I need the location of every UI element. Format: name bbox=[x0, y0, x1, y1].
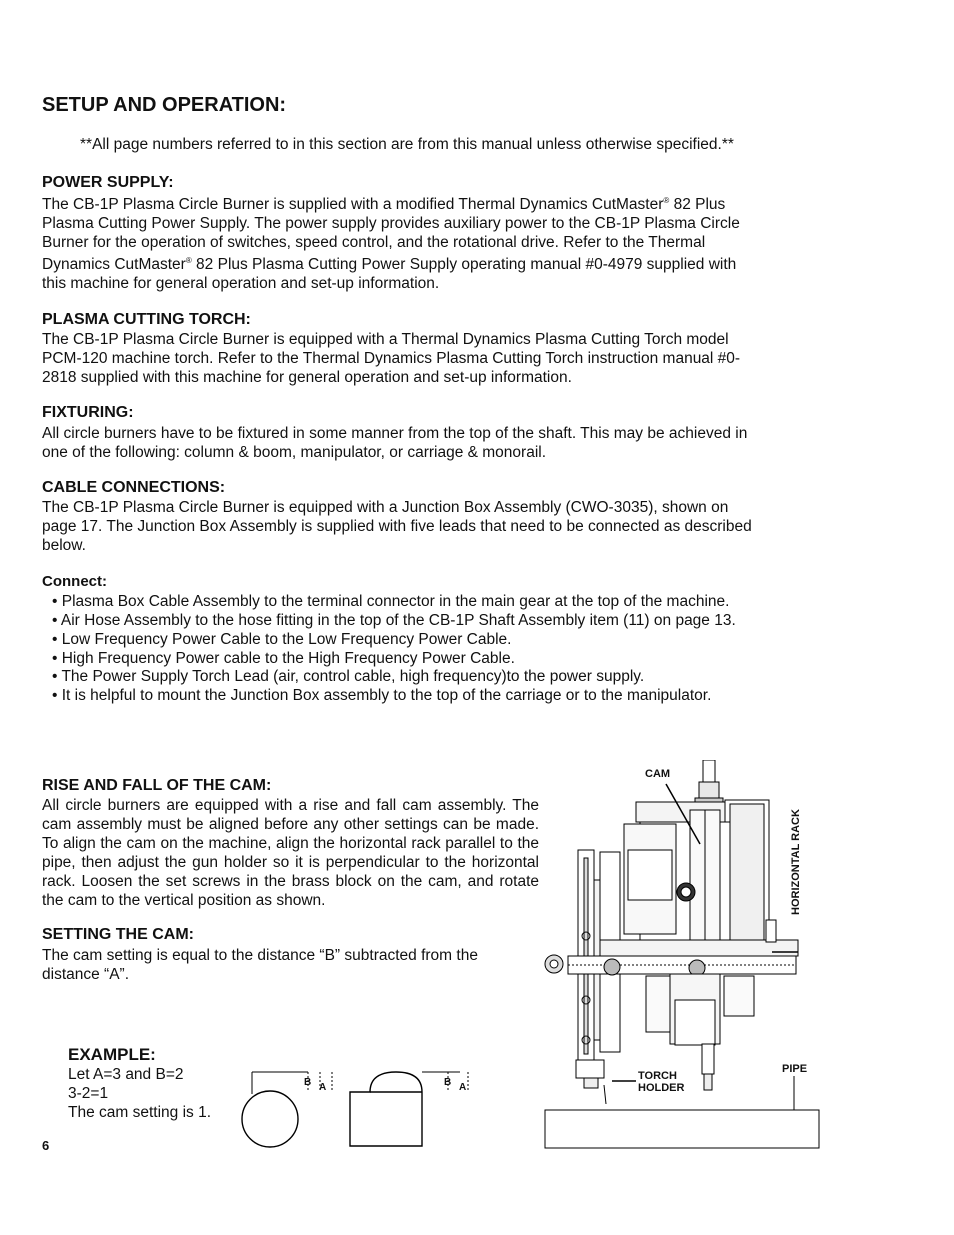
torch-heading: PLASMA CUTTING TORCH: bbox=[42, 311, 251, 328]
setting-paragraph bbox=[42, 946, 542, 984]
power-supply-line: Dynamics CutMaster bbox=[42, 256, 186, 273]
power-supply-heading: POWER SUPPLY: bbox=[42, 174, 174, 191]
power-supply-paragraph bbox=[42, 195, 842, 293]
power-supply-line: Burner for the operation of switches, speed control, and the rotational drive. Refer to the Thermal bbox=[42, 234, 706, 251]
torch-paragraph bbox=[42, 330, 842, 387]
label-b: B bbox=[444, 1077, 452, 1088]
power-supply-line: 82 Plus Plasma Cutting Power Supply operating manual #0-4979 supplied with bbox=[191, 256, 737, 273]
cables-paragraph bbox=[42, 498, 862, 555]
setting-line: The cam setting is equal to the distance “B” subtracted from the bbox=[42, 947, 478, 964]
torch-line: The CB-1P Plasma Circle Burner is equipped with a Thermal Dynamics Plasma Cutting Torch model bbox=[42, 331, 729, 348]
connect-heading: Connect: bbox=[42, 573, 107, 590]
cam-heading: RISE AND FALL OF THE CAM: bbox=[42, 777, 272, 794]
connect-item: • The Power Supply Torch Lead (air, control cable, high frequency)to the power supply. bbox=[52, 668, 645, 685]
cables-heading: CABLE CONNECTIONS: bbox=[42, 479, 226, 496]
torch-line: 2818 supplied with this machine for general operation and set-up information. bbox=[42, 369, 572, 386]
power-supply-line: The CB-1P Plasma Circle Burner is supplied with a modified Thermal Dynamics CutMaster bbox=[42, 196, 664, 213]
connect-item: • It is helpful to mount the Junction Box assembly to the top of the carriage or to the manipulator. bbox=[52, 687, 712, 704]
label-a: A bbox=[319, 1082, 327, 1093]
page-note: **All page numbers referred to in this section are from this manual unless otherwise specified.** bbox=[80, 136, 734, 153]
cables-line: The CB-1P Plasma Circle Burner is equipped with a Junction Box Assembly (CWO-3035), shown on bbox=[42, 499, 729, 516]
power-supply-line: this machine for general operation and set-up information. bbox=[42, 275, 440, 292]
label-torch-holder: HOLDER bbox=[638, 1082, 685, 1094]
connect-item: • High Frequency Power cable to the High Frequency Power Cable. bbox=[52, 650, 515, 667]
cam-paragraph: All circle burners are equipped with a rise and fall cam assembly. The cam assembly must be aligned before any other settings can be made. To align the cam on the machine, align the horizontal rack parallel to the pipe, then adjust the gun holder so it is perpendicular to the horizontal rack. Loosen the set screws in the brass block on the cam, and rotate the cam to the vertical position as shown. bbox=[42, 797, 539, 909]
cables-line: below. bbox=[42, 537, 86, 554]
connect-item: • Plasma Box Cable Assembly to the terminal connector in the main gear at the top of the machine. bbox=[52, 593, 730, 610]
label-cam: CAM bbox=[645, 768, 671, 780]
page-number: 6 bbox=[42, 1138, 50, 1153]
power-supply-line: Plasma Cutting Power Supply. The power supply provides auxiliary power to the CB-1P Plasma Circle bbox=[42, 215, 740, 232]
fixturing-heading: FIXTURING: bbox=[42, 404, 134, 421]
power-supply-line: 82 Plus bbox=[669, 196, 726, 213]
torch-line: PCM-120 machine torch. Refer to the Thermal Dynamics Plasma Cutting Torch instruction manual #0- bbox=[42, 350, 741, 367]
setting-line: distance “A”. bbox=[42, 966, 130, 983]
registered-mark: ® bbox=[185, 256, 192, 265]
example-line: 3-2=1 bbox=[68, 1085, 109, 1102]
cam-example-diagram bbox=[240, 1060, 490, 1155]
example-line: The cam setting is 1. bbox=[68, 1104, 212, 1121]
label-a: A bbox=[459, 1082, 467, 1093]
fixturing-line: one of the following: column & boom, manipulator, or carriage & monorail. bbox=[42, 444, 547, 461]
label-torch-holder: TORCH bbox=[638, 1070, 677, 1082]
label-horizontal-rack: HORIZONTAL RACK bbox=[790, 809, 802, 915]
page-title: SETUP AND OPERATION: bbox=[42, 94, 287, 116]
label-pipe: PIPE bbox=[782, 1063, 808, 1075]
fixturing-line: All circle burners have to be fixtured in some manner from the top of the shaft. This may be achieved in bbox=[42, 425, 748, 442]
connect-item: • Low Frequency Power Cable to the Low Frequency Power Cable. bbox=[52, 631, 512, 648]
connect-item: • Air Hose Assembly to the hose fitting in the top of the CB-1P Shaft Assembly item (11) on page 13. bbox=[52, 612, 736, 629]
example-line: Let A=3 and B=2 bbox=[68, 1066, 184, 1083]
cables-line: page 17. The Junction Box Assembly is supplied with five leads that need to be connected as described bbox=[42, 518, 752, 535]
fixturing-paragraph bbox=[42, 424, 842, 462]
setting-heading: SETTING THE CAM: bbox=[42, 926, 194, 943]
label-b: B bbox=[304, 1077, 312, 1088]
registered-mark: ® bbox=[663, 196, 670, 205]
example-heading: EXAMPLE: bbox=[68, 1045, 156, 1064]
